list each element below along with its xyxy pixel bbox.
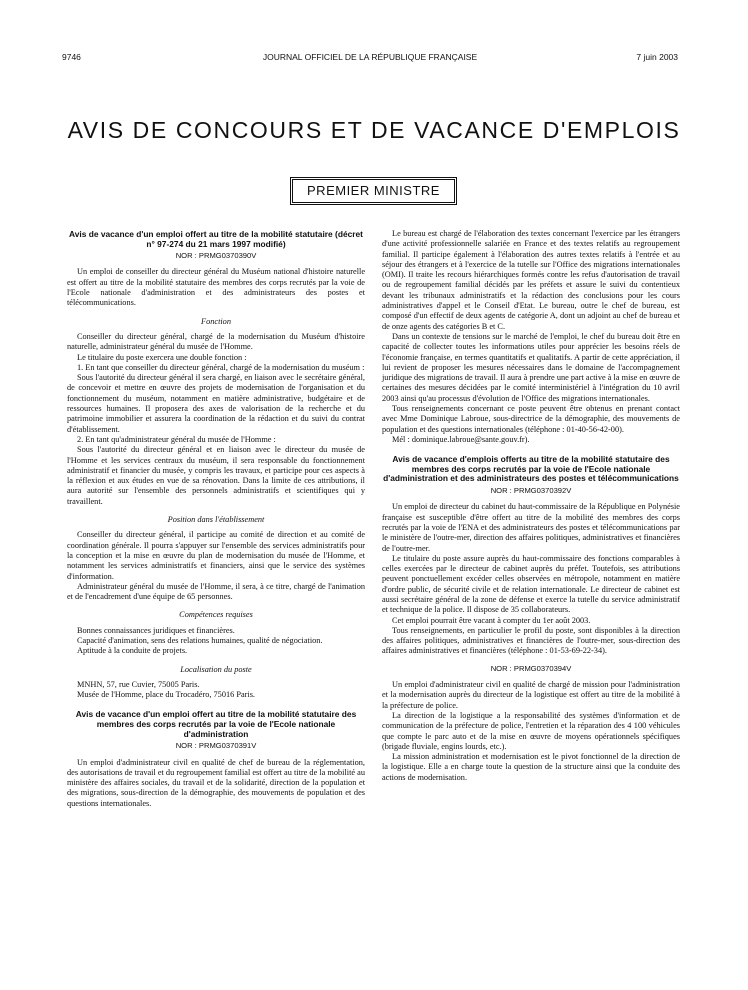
notice-3-nor: NOR : PRMG0370392V bbox=[490, 486, 572, 496]
paragraph: Sous l'autorité du directeur général et en liaison avec le directeur du musée de l'Homme et les services centraux du muséum, il sera responsable du fonctionnement administratif et financier du musée, y compris les travaux, et participe pour ces aspects à la réflexion et aux études en vue de sa rénovation. Dans la limite de ces attributions, il aura autorité sur l'ensemble des personnels administratifs et scientifiques qui y travaillent. bbox=[67, 445, 365, 506]
paragraph: Capacité d'animation, sens des relations humaines, qualité de négociation. bbox=[77, 635, 323, 645]
paragraph: Un emploi de conseiller du directeur général du Muséum national d'histoire naturelle est offert au titre de la mobilité statutaire des membres des corps recrutés par la voie de l'Ecole nationale d'administration et des administrateurs des postes et télécommunications. bbox=[67, 267, 365, 308]
paragraph: Conseiller du directeur général, il participe au comité de direction et au comité de coordination générale. Il pourra s'appuyer sur l'ensemble des services administratifs pour la conception et la mise en œuvre du plan de modernisation du musée de l'Homme, et notamment les services administratifs et financiers, ainsi que le service des systèmes d'information. bbox=[67, 530, 365, 581]
paragraph: Dans un contexte de tensions sur le marché de l'emploi, le chef du bureau doit être en capacité de collecter toutes les informations utiles pour apprécier les besoins réels de l'économie française, en termes quantitatifs et qualitatifs. A partir de cette appréciation, il lui revient de proposer les mesures nécessaires dans le domaine de l'accompagnement juridique des migrations de travail. Il aura à prendre une part active à la mise en œuvre de certaines des mesures décidées par le comité interministériel à l'intégration du 10 avril 2003 ainsi qu'au processus d'évolution de l'Office des migrations internationales. bbox=[382, 331, 680, 403]
paragraph: La direction de la logistique a la responsabilité des systèmes d'information et de communication de la préfecture de police, l'entretien et la réparation des 4 100 véhicules que compte le parc auto et de la mise en œuvre de moyens opérationnels spécifiques (brigade fluviale, engins lourds, etc.). bbox=[382, 710, 680, 751]
notice-3-title: Avis de vacance d'emplois offerts au titre de la mobilité statutaire des membres des corps recrutés par la voie de l'Ecole nationale d'administration et des administrateurs des postes et télécommunications bbox=[383, 454, 679, 484]
paragraph: Un emploi de directeur du cabinet du haut-commissaire de la République en Polynésie française est susceptible d'être offert au titre de la mobilité des membres des corps recrutés par la voie de l'ENA et des administrateurs des postes et télécommunications par le ministère de l'outre-mer, direction des affaires politiques, administratives et financières de l'outre-mer. bbox=[382, 502, 680, 553]
subheading-fonction: Fonction bbox=[201, 316, 231, 326]
paragraph: Sous l'autorité du directeur général il sera chargé, en liaison avec le secrétaire général, de concevoir et mettre en œuvre des projets de modernisation de l'organisation et du fonctionnement du muséum, notamment en matière administrative, budgétaire et de ressources humaines. Il proposera des axes de valorisation de la recherche et du patrimoine immobilier et assurera la coordination de la rédaction et du suivi du contrat d'établissement. bbox=[67, 373, 365, 434]
paragraph: 2. En tant qu'administrateur général du musée de l'Homme : bbox=[77, 434, 276, 444]
page-title: AVIS DE CONCOURS ET DE VACANCE D'EMPLOIS bbox=[67, 117, 681, 143]
subheading-position: Position dans l'établissement bbox=[167, 515, 265, 525]
page-header bbox=[62, 52, 678, 66]
notice-1-nor: NOR : PRMG0370390V bbox=[175, 251, 257, 261]
right-column bbox=[382, 229, 680, 783]
paragraph: Aptitude à la conduite de projets. bbox=[77, 646, 188, 656]
section-heading: PREMIER MINISTRE bbox=[290, 177, 457, 205]
paragraph: MNHN, 57, rue Cuvier, 75005 Paris. bbox=[77, 679, 200, 689]
paragraph: La mission administration et modernisation est le pivot fonctionnel de la direction de la logistique. Elle a en charge toute la question de la structure ainsi que la conduite des actions de modernisation. bbox=[382, 752, 680, 782]
paragraph: 1. En tant que conseiller du directeur général, chargé de la modernisation du muséum : bbox=[77, 362, 365, 372]
subheading-localisation: Localisation du poste bbox=[180, 664, 252, 674]
paragraph: Un emploi d'administrateur civil en qualité de chargé de mission pour l'administration et la modernisation auprès du directeur de la logistique est offert au titre de la mobilité à la préfecture de police. bbox=[382, 680, 680, 710]
paragraph: Cet emploi pourrait être vacant à compter du 1er août 2003. bbox=[392, 615, 591, 625]
paragraph: Le titulaire du poste exercera une double fonction : bbox=[77, 352, 247, 362]
paragraph: Administrateur général du musée de l'Homme, il sera, à ce titre, chargé de l'animation et de l'encadrement d'une équipe de 65 personnes. bbox=[67, 581, 365, 602]
paragraph: Conseiller du directeur général, chargé de la modernisation du Muséum d'histoire naturelle, administrateur général du musée de l'Homme. bbox=[67, 331, 365, 352]
paragraph: Bonnes connaissances juridiques et financières. bbox=[77, 625, 235, 635]
paragraph: Le titulaire du poste assure auprès du haut-commissaire des fonctions comparables à celles exercées par le directeur de cabinet auprès du préfet. Toutefois, ses attributions peuvent ponctuellement excéder celles observées en métropole, notamment en matière d'ordre public, de sécurité civile et de relation internationale. Le directeur de cabinet est aussi secrétaire général de la zone de défense et exerce la tutelle du service administratif et technique de la police. Il dispose de 35 collaborateurs. bbox=[382, 553, 680, 615]
notice-2-title: Avis de vacance d'un emploi offert au titre de la mobilité statutaire des membres des corps recrutés par la voie de l'Ecole nationale d'administration bbox=[75, 709, 357, 739]
subheading-competences: Compétences requises bbox=[179, 610, 253, 620]
notice-4-nor: NOR : PRMG0370394V bbox=[490, 663, 572, 673]
paragraph: Mél : dominique.labroue@sante.gouv.fr). bbox=[392, 434, 530, 444]
left-column bbox=[67, 230, 365, 809]
paragraph: Un emploi d'administrateur civil en qualité de chef de bureau de la réglementation, des autorisations de travail et du regroupement familial est offert au titre de la mobilité au ministère des affaires sociales, du travail et de la solidarité, direction de la population et des migrations, sous-direction de la démographie, des mouvements de population et des questions internationales. bbox=[67, 757, 365, 808]
notice-1-title: Avis de vacance d'un emploi offert au titre de la mobilité statutaire (décret n° 97-274 du 21 mars 1997 modifié) bbox=[69, 229, 363, 249]
paragraph: Tous renseignements, en particulier le profil du poste, sont disponibles à la direction des affaires politiques, administratives et financières de l'outre-mer, sous-direction des affaires administratives et financières (téléphone : 01-53-69-22-34). bbox=[382, 625, 680, 656]
journal-name: JOURNAL OFFICIEL DE LA RÉPUBLIQUE FRANÇAISE bbox=[262, 52, 478, 62]
paragraph: Musée de l'Homme, place du Trocadéro, 75016 Paris. bbox=[77, 690, 256, 700]
paragraph: Le bureau est chargé de l'élaboration des textes concernant l'exercice par les étrangers d'une activité professionnelle salariée en France et des textes relatifs au regroupement familial. Il participe également à l'élaboration des autres textes relatifs à l'entrée et au séjour des étrangers et à l'exercice de la tutelle sur l'Office des migrations internationales (OMI). Il traite les recours hiérarchiques formés contre les refus d'autorisation de travail ou de regroupement familial décidés par les préfets et assure le suivi du contentieux devant les tribunaux administratifs et la rédaction des conclusions pour les cours administratives d'appel et le Conseil d'Etat. Le bureau, outre le chef de bureau, est composé d'un effectif de deux agents de catégorie A, dont un adjoint au chef de bureau et de onze agents des catégories B et C. bbox=[382, 229, 680, 331]
page-number: 9746 bbox=[62, 52, 81, 62]
issue-date: 7 juin 2003 bbox=[636, 52, 678, 62]
paragraph: Tous renseignements concernant ce poste peuvent être obtenus en prenant contact avec Mme Dominique Labroue, sous-directrice de la démographie, des mouvements de population et des questions internationales (téléphone : 01-40-56-42-00). bbox=[382, 404, 680, 434]
notice-2-nor: NOR : PRMG0370391V bbox=[175, 741, 257, 751]
